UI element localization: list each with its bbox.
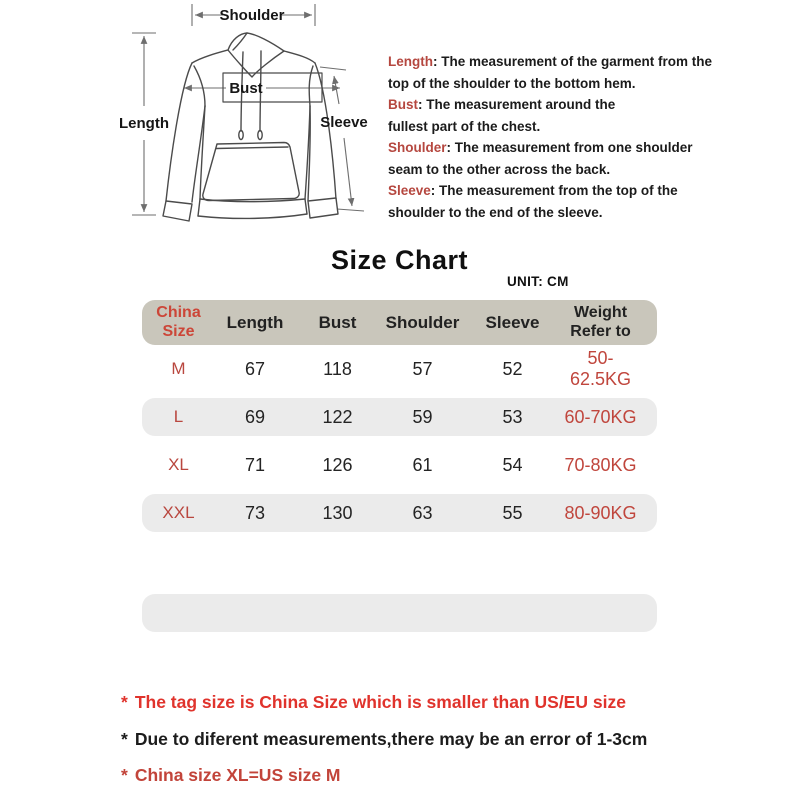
note-2 [121, 721, 647, 758]
table-row-m [142, 345, 657, 393]
note-text: The tag size is China Size which is smaller than US/EU size [134, 692, 626, 712]
definition-separator: : [430, 183, 440, 198]
length-cell: 67 [244, 358, 266, 379]
size-cell: XXL [162, 503, 195, 522]
note-1 [121, 684, 647, 721]
header-weight [560, 304, 657, 341]
size-table [142, 300, 657, 637]
sleeve-dimension-label: Sleeve [320, 114, 368, 131]
table-row-l [142, 398, 657, 436]
header-bust [295, 313, 380, 333]
definition-line: seam to the other across the back. [388, 161, 611, 177]
length-cell: 73 [244, 502, 266, 523]
definition-line: The measurement around the [426, 97, 616, 112]
definition-line: The measurement of the garment from the [441, 54, 713, 69]
weight-cell: 60-70KG [564, 406, 637, 427]
asterisk: * [121, 692, 128, 712]
length-dimension-label: Length [119, 115, 169, 132]
shoulder-dimension-label: Shoulder [219, 7, 285, 24]
size-chart-title: Size Chart [330, 245, 469, 275]
weight-cell: 70-80KG [564, 454, 637, 475]
definition-length [388, 51, 712, 94]
header-label-line: Refer to [570, 322, 631, 340]
note-text: China size XL=US size M [134, 765, 341, 785]
definition-separator: : [418, 97, 427, 112]
length-cell: 69 [244, 406, 266, 427]
asterisk: * [121, 728, 128, 749]
definition-line: top of the shoulder to the bottom hem. [388, 75, 636, 91]
definition-line: The measurement from one shoulder [454, 140, 693, 155]
definition-separator: : [433, 54, 442, 69]
definition-sleeve [388, 180, 712, 223]
size-cell: L [173, 407, 184, 426]
header-label-line: Shoulder [385, 312, 460, 332]
sleeve-dimension [320, 67, 364, 211]
table-row-xxl [142, 494, 657, 532]
definition-line: fullest part of the chest. [388, 118, 541, 134]
sleeve-cell: 54 [502, 454, 523, 475]
definition-term: Sleeve [388, 183, 431, 198]
definition-separator: : [446, 140, 455, 155]
bust-cell: 130 [322, 502, 353, 523]
hoodie-measurement-diagram [110, 0, 370, 240]
note-3 [121, 757, 647, 794]
bust-cell: 126 [322, 454, 353, 475]
notes [121, 684, 647, 794]
unit-label: UNIT: CM [507, 274, 569, 289]
empty-row [142, 594, 657, 632]
note-text: Due to diferent measurements,there may be an error of 1-3cm [134, 728, 648, 749]
sleeve-cell: 55 [502, 502, 523, 523]
definition-term: Bust [388, 97, 418, 112]
header-sleeve [465, 313, 560, 333]
header-label-line: Sleeve [485, 312, 540, 332]
definition-shoulder [388, 137, 712, 180]
definition-line: shoulder to the end of the sleeve. [388, 204, 603, 220]
header-label-line: Size [162, 322, 195, 340]
size-cell: XL [168, 455, 189, 474]
asterisk: * [121, 765, 128, 785]
shoulder-cell: 57 [412, 358, 433, 379]
shoulder-cell: 63 [412, 502, 433, 523]
bust-dimension-label: Bust [229, 80, 263, 97]
header-label-line: Length [226, 312, 284, 332]
definition-term: Length [388, 54, 433, 69]
table-row-xl [142, 441, 657, 489]
sleeve-cell: 52 [502, 358, 523, 379]
hoodie-outline [163, 33, 338, 221]
bust-cell: 122 [322, 406, 353, 427]
weight-cell: 50-62.5KG [569, 348, 632, 389]
definition-bust [388, 94, 712, 137]
table-header-row [142, 300, 657, 345]
bust-cell: 118 [323, 358, 352, 379]
spacer-row [142, 537, 657, 589]
length-cell: 71 [244, 454, 266, 475]
sleeve-cell: 53 [502, 406, 523, 427]
weight-cell: 80-90KG [564, 502, 637, 523]
definition-line: The measurement from the top of the [439, 183, 678, 198]
definition-term: Shoulder [388, 140, 447, 155]
definitions-panel [388, 51, 712, 223]
header-label-line: Bust [318, 312, 357, 332]
shoulder-cell: 59 [412, 406, 433, 427]
header-china-size [142, 304, 215, 341]
header-label-line: China [156, 304, 201, 322]
shoulder-cell: 61 [412, 454, 433, 475]
header-length [215, 313, 295, 333]
header-label-line: Weight [573, 304, 628, 322]
header-shoulder [380, 313, 465, 333]
size-cell: M [171, 359, 186, 378]
